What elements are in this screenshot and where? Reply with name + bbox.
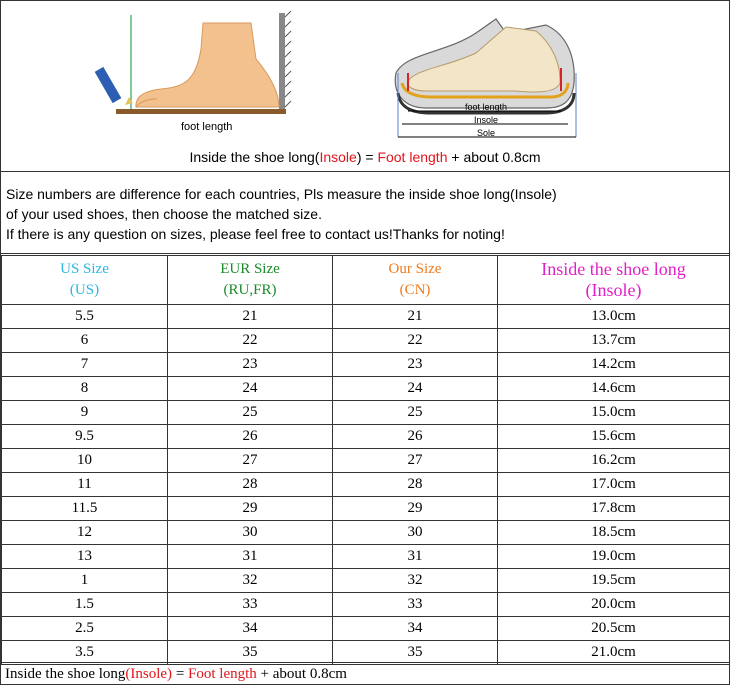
table-cell: 22 xyxy=(168,329,333,353)
table-cell: 20.5cm xyxy=(498,617,730,641)
table-cell: 18.5cm xyxy=(498,521,730,545)
table-row xyxy=(2,449,730,473)
table-cell: 22 xyxy=(333,329,498,353)
table-cell: 34 xyxy=(333,617,498,641)
table-cell: 28 xyxy=(168,473,333,497)
table-cell: 24 xyxy=(333,377,498,401)
table-row xyxy=(2,305,730,329)
table-cell: 30 xyxy=(168,521,333,545)
header-our-size: Our Size (CN) xyxy=(333,256,498,305)
note-line: of your used shoes, then choose the matched size. xyxy=(6,206,322,222)
table-cell: 21 xyxy=(333,305,498,329)
table-cell: 20.0cm xyxy=(498,593,730,617)
table-cell: 31 xyxy=(168,545,333,569)
table-row xyxy=(2,329,730,353)
table-cell: 7 xyxy=(2,353,168,377)
table-cell: 27 xyxy=(168,449,333,473)
right-insole-label: Insole xyxy=(473,115,499,125)
shoe-section-icon xyxy=(386,13,586,143)
table-cell: 1.5 xyxy=(2,593,168,617)
table-cell: 32 xyxy=(333,569,498,593)
table-row xyxy=(2,641,730,665)
table-row xyxy=(2,569,730,593)
table-cell: 10 xyxy=(2,449,168,473)
right-foot-length-label: foot length xyxy=(464,102,508,112)
table-cell: 35 xyxy=(168,641,333,665)
table-cell: 9 xyxy=(2,401,168,425)
table-cell: 28 xyxy=(333,473,498,497)
table-cell: 11.5 xyxy=(2,497,168,521)
foot-measure-icon xyxy=(91,9,301,139)
table-cell: 16.2cm xyxy=(498,449,730,473)
table-row xyxy=(2,425,730,449)
right-sole-label: Sole xyxy=(476,128,496,138)
table-row xyxy=(2,377,730,401)
table-cell: 27 xyxy=(333,449,498,473)
table-row xyxy=(2,497,730,521)
table-cell: 17.0cm xyxy=(498,473,730,497)
table-cell: 13.0cm xyxy=(498,305,730,329)
table-cell: 17.8cm xyxy=(498,497,730,521)
table-cell: 19.0cm xyxy=(498,545,730,569)
header-insole-length: Inside the shoe long (Insole) xyxy=(498,256,730,305)
header-eur-size: EUR Size (RU,FR) xyxy=(168,256,333,305)
table-row xyxy=(2,473,730,497)
table-cell: 8 xyxy=(2,377,168,401)
table-cell: 26 xyxy=(333,425,498,449)
table-cell: 11 xyxy=(2,473,168,497)
size-table xyxy=(1,255,730,665)
table-cell: 34 xyxy=(168,617,333,641)
footer-note: Inside the shoe long(Insole) = Foot length + about 0.8cm xyxy=(1,662,729,684)
table-cell: 15.6cm xyxy=(498,425,730,449)
illustration-caption: Inside the shoe long(Insole) = Foot length + about 0.8cm xyxy=(189,149,541,165)
measurement-note xyxy=(1,172,729,254)
table-cell: 21 xyxy=(168,305,333,329)
table-cell: 25 xyxy=(168,401,333,425)
note-line: Size numbers are difference for each countries, Pls measure the inside shoe long(Insole) xyxy=(6,186,557,202)
table-row xyxy=(2,401,730,425)
table-cell: 23 xyxy=(168,353,333,377)
table-cell: 9.5 xyxy=(2,425,168,449)
table-cell: 25 xyxy=(333,401,498,425)
table-cell: 14.2cm xyxy=(498,353,730,377)
table-row xyxy=(2,521,730,545)
table-cell: 19.5cm xyxy=(498,569,730,593)
table-cell: 12 xyxy=(2,521,168,545)
left-foot-length-label: foot length xyxy=(181,121,233,133)
table-row xyxy=(2,353,730,377)
table-cell: 29 xyxy=(333,497,498,521)
table-cell: 33 xyxy=(168,593,333,617)
table-cell: 13.7cm xyxy=(498,329,730,353)
table-cell: 30 xyxy=(333,521,498,545)
table-cell: 24 xyxy=(168,377,333,401)
table-cell: 3.5 xyxy=(2,641,168,665)
table-cell: 5.5 xyxy=(2,305,168,329)
table-cell: 35 xyxy=(333,641,498,665)
table-cell: 1 xyxy=(2,569,168,593)
note-line: If there is any question on sizes, please feel free to contact us!Thanks for noting! xyxy=(6,226,505,242)
table-cell: 21.0cm xyxy=(498,641,730,665)
table-row xyxy=(2,593,730,617)
table-cell: 33 xyxy=(333,593,498,617)
table-cell: 26 xyxy=(168,425,333,449)
table-cell: 2.5 xyxy=(2,617,168,641)
table-cell: 14.6cm xyxy=(498,377,730,401)
table-row xyxy=(2,545,730,569)
table-cell: 6 xyxy=(2,329,168,353)
table-header-row xyxy=(2,256,730,305)
table-cell: 15.0cm xyxy=(498,401,730,425)
table-cell: 29 xyxy=(168,497,333,521)
table-row xyxy=(2,617,730,641)
table-cell: 31 xyxy=(333,545,498,569)
measurement-illustration xyxy=(1,1,729,172)
table-cell: 23 xyxy=(333,353,498,377)
table-cell: 13 xyxy=(2,545,168,569)
table-cell: 32 xyxy=(168,569,333,593)
header-us-size: US Size (US) xyxy=(2,256,168,305)
